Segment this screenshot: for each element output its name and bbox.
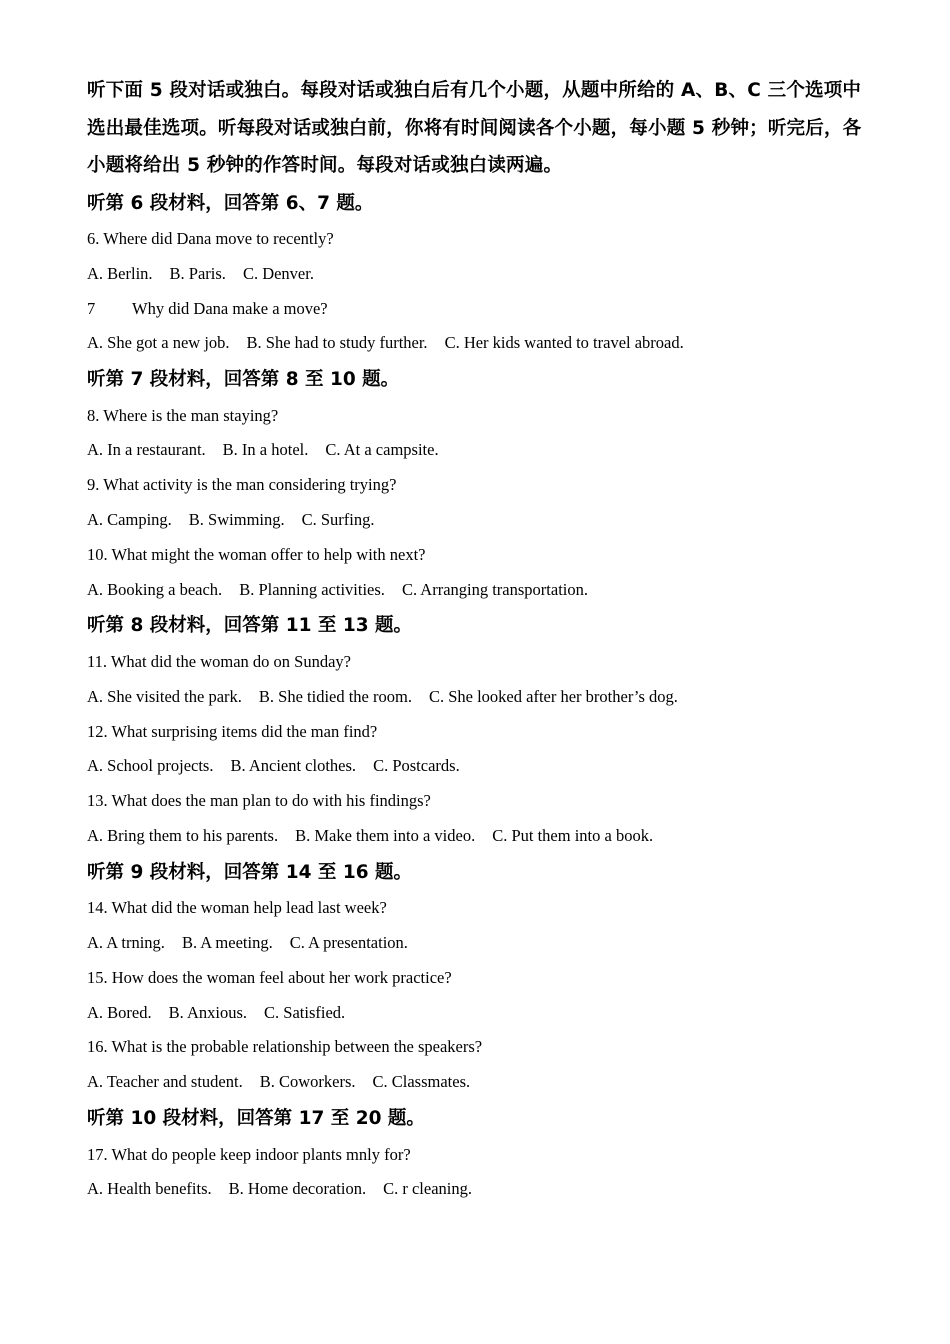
- options-9: [87, 503, 867, 538]
- option-b: B. Swimming.: [188, 510, 285, 530]
- question-14: 14. What did the woman help lead last week?: [87, 898, 387, 918]
- section-heading-8: 听第 8 段材料，回答第 11 至 13 题。: [87, 615, 413, 637]
- options-7: [87, 326, 867, 361]
- option-b: B. She tidied the room.: [258, 686, 412, 706]
- options-10: [87, 573, 867, 608]
- question-9: 9. What activity is the man considering trying?: [87, 475, 397, 495]
- options-6: [87, 257, 867, 292]
- options-15: [87, 996, 867, 1031]
- question-10: 10. What might the woman offer to help with next?: [87, 544, 426, 564]
- question-8: 8. Where is the man staying?: [87, 405, 279, 425]
- option-b: B. Coworkers.: [259, 1072, 356, 1092]
- option-c: C. Classmates.: [372, 1072, 471, 1092]
- question-17: 17. What do people keep indoor plants mnly for?: [87, 1144, 411, 1164]
- option-a: A. Booking a beach.: [87, 579, 223, 599]
- option-b: B. Home decoration.: [228, 1179, 367, 1199]
- option-c: C. Put them into a book.: [492, 825, 654, 845]
- option-b: B. Anxious.: [168, 1002, 248, 1022]
- option-b: B. A meeting.: [181, 933, 273, 953]
- options-8: [87, 433, 867, 468]
- question-15: 15. How does the woman feel about her work practice?: [87, 967, 452, 987]
- document-page: [87, 72, 867, 1207]
- option-b: B. She had to study further.: [246, 333, 428, 353]
- option-a: A. She visited the park.: [87, 686, 242, 706]
- option-c: C. At a campsite.: [325, 440, 439, 460]
- option-b: B. In a hotel.: [222, 440, 309, 460]
- question-13: 13. What does the man plan to do with his findings?: [87, 791, 431, 811]
- option-c: C. r cleaning.: [383, 1179, 472, 1199]
- option-c: C. Surfing.: [301, 510, 375, 530]
- option-a: A. Teacher and student.: [87, 1072, 243, 1092]
- question-16: 16. What is the probable relationship between the speakers?: [87, 1037, 483, 1057]
- option-a: A. Bored.: [87, 1002, 152, 1022]
- option-a: A. A trning.: [87, 933, 165, 953]
- option-a: A. She got a new job.: [87, 333, 230, 353]
- options-11: [87, 680, 867, 715]
- question-12: 12. What surprising items did the man find?: [87, 721, 378, 741]
- option-b: B. Planning activities.: [239, 579, 385, 599]
- question-number: 7: [87, 298, 96, 318]
- option-c: C. Denver.: [242, 263, 314, 283]
- option-c: C. She looked after her brother’s dog.: [428, 686, 678, 706]
- question-11: 11. What did the woman do on Sunday?: [87, 651, 351, 671]
- option-a: A. Health benefits.: [87, 1179, 212, 1199]
- option-b: B. Ancient clothes.: [230, 756, 357, 776]
- option-a: A. Bring them to his parents.: [87, 825, 279, 845]
- instructions-paragraph: 听下面 5 段对话或独白。每段对话或独白后有几个小题，从题中所给的 A、B、C 三个选项中选出最佳选项。听每段对话或独白前，你将有时间阅读各个小题，每小题 5 秒钟；听完后，各小题将给出 5 秒钟的作答时间。每段对话或独白读两遍。: [87, 80, 862, 176]
- option-b: B. Make them into a video.: [295, 825, 476, 845]
- section-heading-6: 听第 6 段材料，回答第 6、7 题。: [87, 192, 374, 214]
- option-c: C. Arranging transportation.: [401, 579, 588, 599]
- option-a: A. Berlin.: [87, 263, 153, 283]
- option-c: C. Postcards.: [373, 756, 460, 776]
- option-c: C. A presentation.: [289, 933, 408, 953]
- options-17: [87, 1172, 867, 1207]
- option-c: C. Her kids wanted to travel abroad.: [444, 333, 684, 353]
- option-b: B. Paris.: [169, 263, 226, 283]
- question-7: [87, 292, 867, 327]
- section-heading-10: 听第 10 段材料，回答第 17 至 20 题。: [87, 1108, 425, 1130]
- options-12: [87, 749, 867, 784]
- option-a: A. In a restaurant.: [87, 440, 206, 460]
- option-a: A. School projects.: [87, 756, 214, 776]
- options-16: [87, 1065, 867, 1100]
- question-text: Why did Dana make a move?: [132, 298, 328, 318]
- options-13: [87, 819, 867, 854]
- options-14: [87, 926, 867, 961]
- section-heading-7: 听第 7 段材料，回答第 8 至 10 题。: [87, 369, 400, 391]
- question-6: 6. Where did Dana move to recently?: [87, 229, 334, 248]
- section-heading-9: 听第 9 段材料，回答第 14 至 16 题。: [87, 861, 413, 883]
- option-a: A. Camping.: [87, 510, 172, 530]
- option-c: C. Satisfied.: [264, 1002, 346, 1022]
